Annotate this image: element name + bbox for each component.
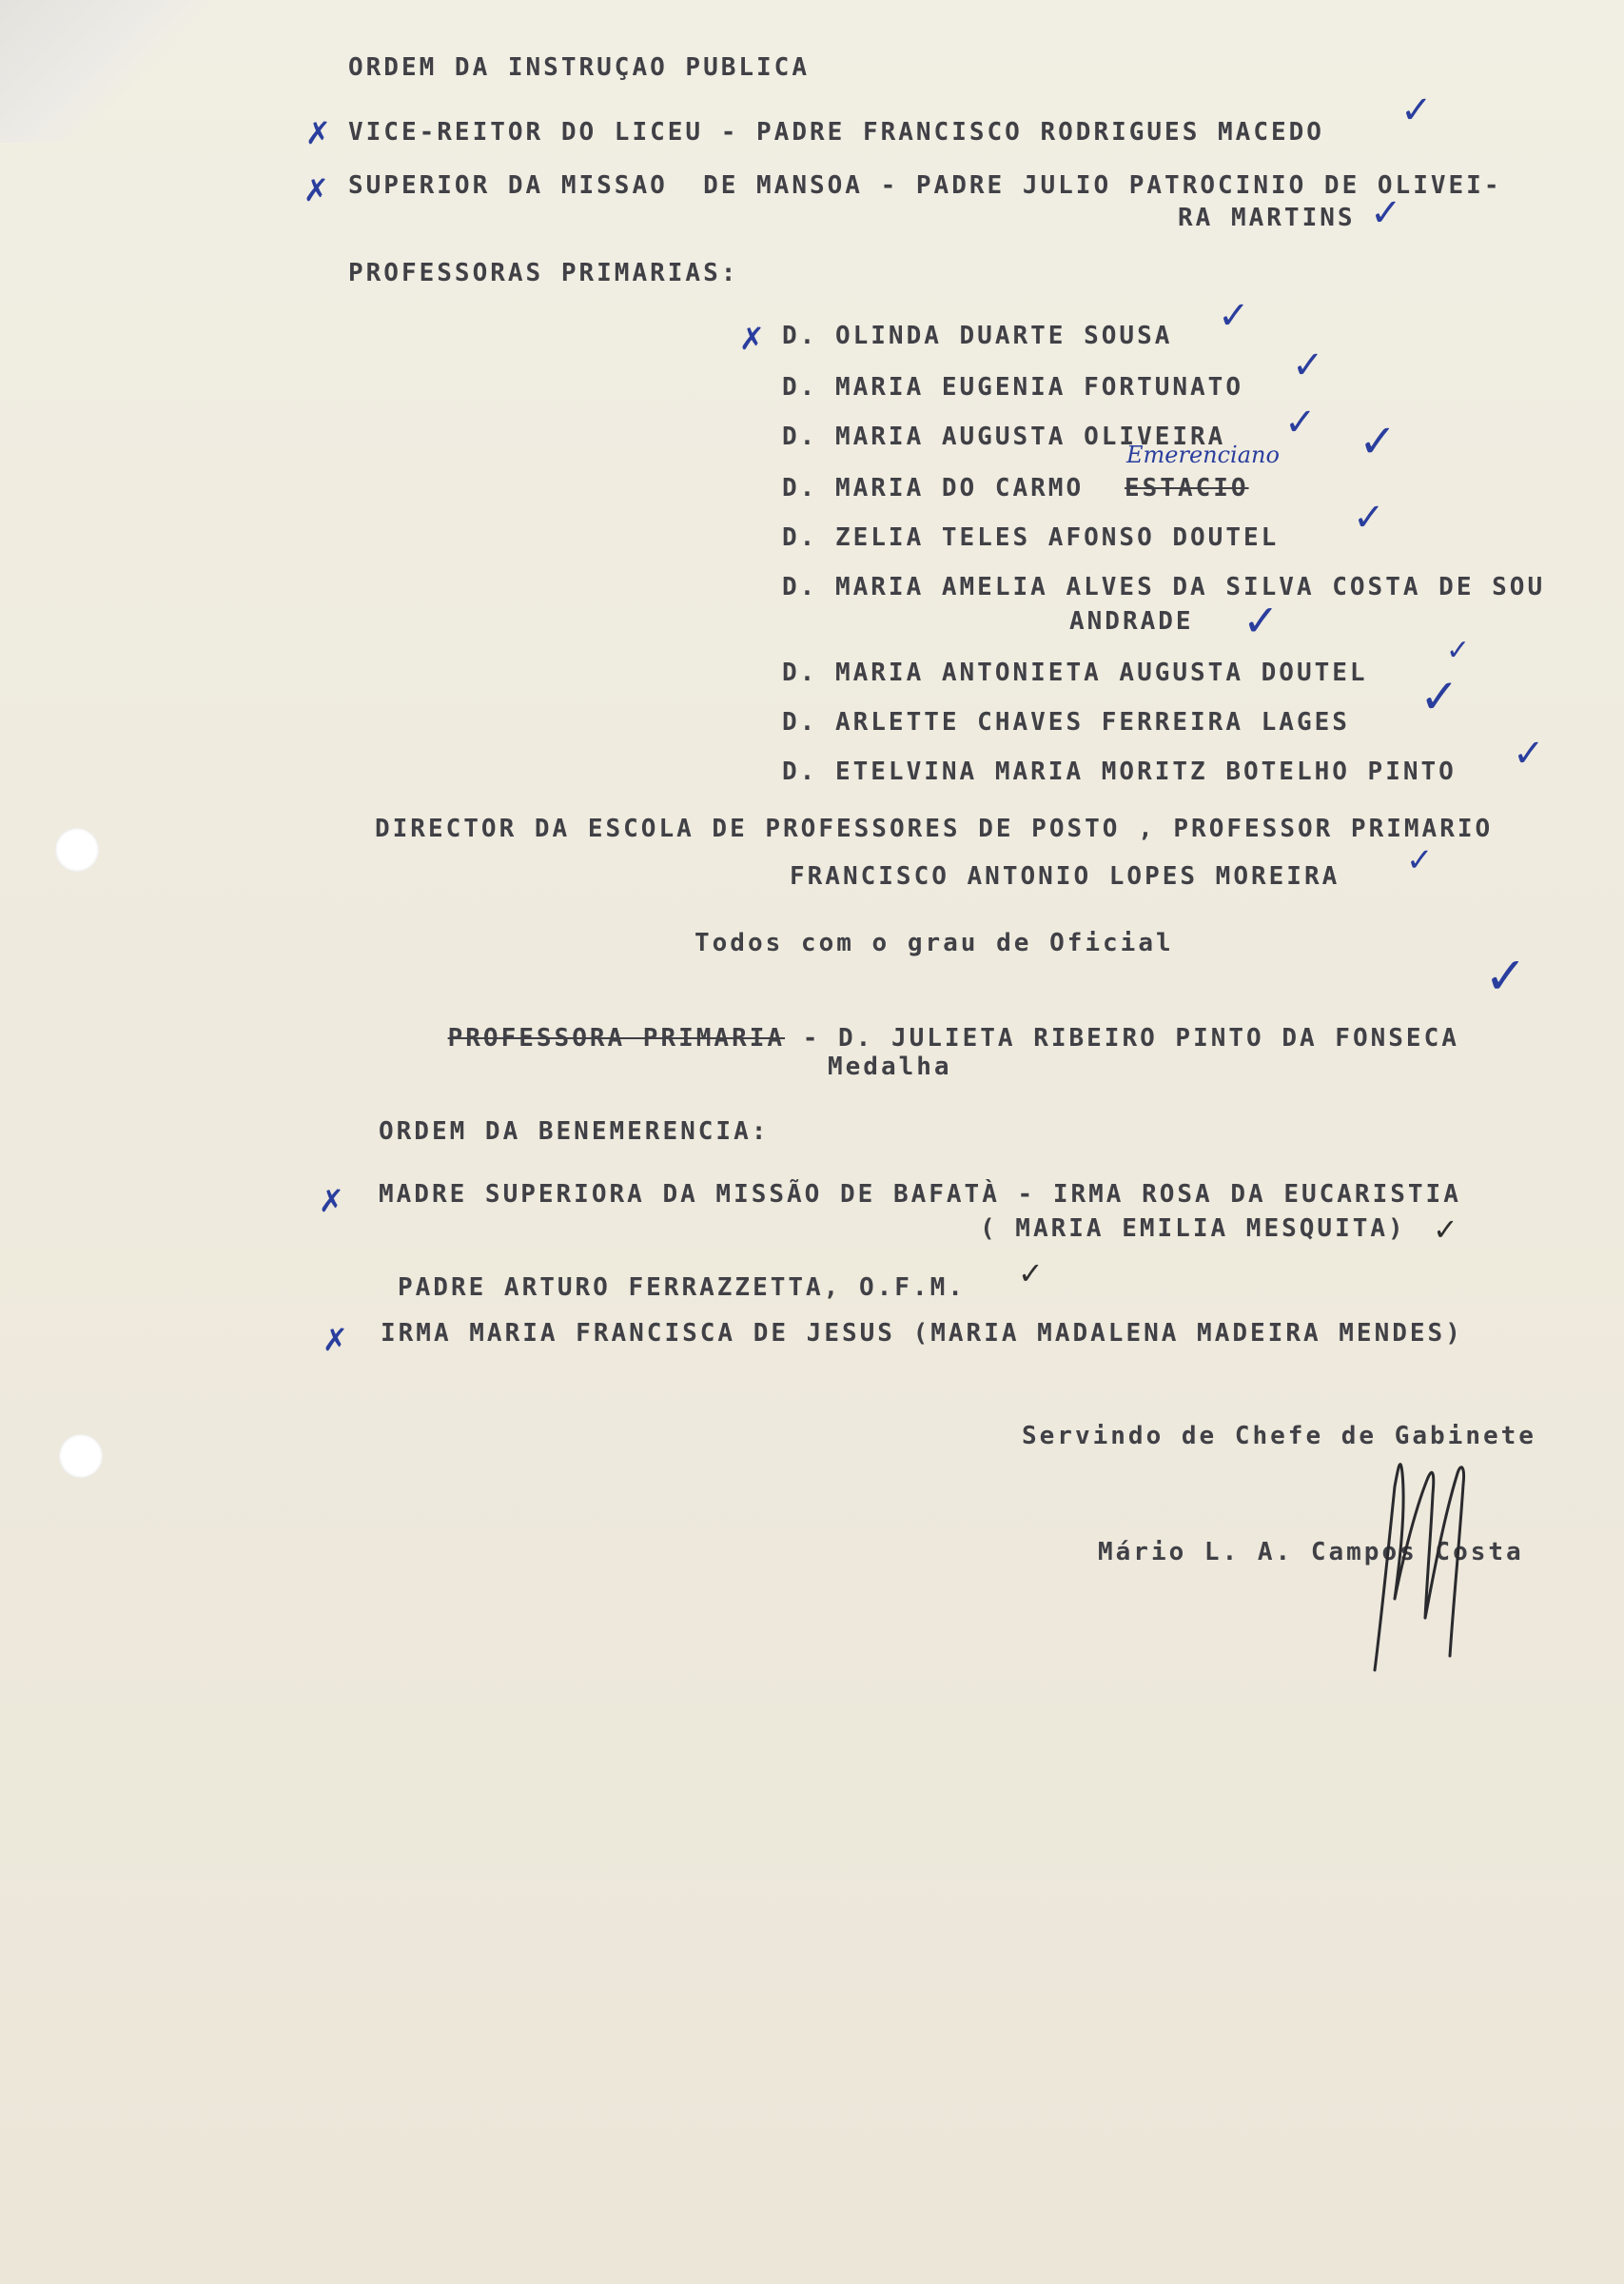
cross-mark-icon: ✗ — [323, 1316, 347, 1360]
check-mark-icon: ✓ — [1370, 191, 1402, 235]
beneficencia-heading: ORDEM DA BENEMERENCIA: — [379, 1117, 770, 1146]
struck-title: PROFESSORA PRIMARIA — [447, 1024, 786, 1053]
check-mark-icon: ✓ — [1513, 732, 1545, 776]
madre-line1: MADRE SUPERIORA DA MISSÃO DE BAFATÀ - IRMA ROSA DA EUCARISTIA — [379, 1180, 1461, 1209]
teacher-arlette: D. ARLETTE CHAVES FERREIRA LAGES — [782, 708, 1350, 737]
teacher-maria-eugenia: D. MARIA EUGENIA FORTUNATO — [782, 373, 1243, 402]
cross-mark-icon: ✗ — [306, 109, 330, 153]
cross-mark-icon: ✗ — [320, 1177, 343, 1221]
check-mark-icon: ✓ — [1484, 946, 1528, 1006]
director-line2: FRANCISCO ANTONIO LOPES MOREIRA — [790, 862, 1340, 891]
professoras-heading: PROFESSORAS PRIMARIAS: — [348, 259, 739, 287]
check-mark-icon: ✓ — [1018, 1255, 1044, 1291]
check-mark-icon: ✓ — [1446, 634, 1471, 667]
teacher-maria-do-carmo: D. MARIA DO CARMO — [782, 474, 1085, 502]
julieta-name: - D. JULIETA RIBEIRO PINTO DA FONSECA — [785, 1024, 1459, 1053]
teacher-etelvina: D. ETELVINA MARIA MORITZ BOTELHO PINTO — [782, 758, 1457, 786]
director-line1: DIRECTOR DA ESCOLA DE PROFESSORES DE POSTO , PROFESSOR PRIMARIO — [375, 815, 1494, 843]
oficial-note: Todos com o grau de Oficial — [695, 929, 1174, 957]
signoff-role: Servindo de Chefe de Gabinete — [1022, 1422, 1536, 1450]
header-title: ORDEM DA INSTRUÇAO PUBLICA — [348, 53, 810, 82]
torn-corner — [0, 0, 219, 143]
madre-line2: ( MARIA EMILIA MESQUITA) — [980, 1214, 1406, 1243]
handwritten-correction: Emerenciano — [1126, 442, 1280, 468]
check-mark-icon: ✓ — [1292, 344, 1324, 387]
teacher-maria-amelia-cont: ANDRADE — [1069, 607, 1194, 636]
check-mark-icon: ✓ — [1433, 1211, 1458, 1248]
teacher-zelia: D. ZELIA TELES AFONSO DOUTEL — [782, 523, 1280, 552]
entry-superior-line2: RA MARTINS — [1178, 204, 1356, 232]
struck-surname-estacio: ESTACIO — [1125, 474, 1249, 502]
punch-hole-top — [55, 828, 99, 872]
cross-mark-icon: ✗ — [304, 167, 328, 210]
handwritten-signature — [1332, 1428, 1503, 1675]
check-mark-icon: ✓ — [1242, 595, 1280, 646]
medalha-label: Medalha — [828, 1053, 952, 1081]
irma-maria: IRMA MARIA FRANCISCA DE JESUS (MARIA MADALENA MADEIRA MENDES) — [381, 1319, 1463, 1348]
teacher-maria-amelia: D. MARIA AMELIA ALVES DA SILVA COSTA DE SOU — [782, 573, 1546, 601]
teacher-olinda: D. OLINDA DUARTE SOUSA — [782, 322, 1173, 350]
padre-arturo: PADRE ARTURO FERRAZZETTA, O.F.M. — [398, 1273, 966, 1302]
check-mark-icon: ✓ — [1419, 669, 1459, 724]
check-mark-icon: ✓ — [1359, 415, 1398, 468]
check-mark-icon: ✓ — [1353, 496, 1385, 540]
check-mark-icon: ✓ — [1400, 89, 1433, 132]
entry-superior-line1: SUPERIOR DA MISSAO DE MANSOA - PADRE JULIO PATROCINIO DE OLIVEI- — [348, 171, 1502, 200]
check-mark-icon: ✓ — [1284, 401, 1317, 444]
check-mark-icon: ✓ — [1218, 294, 1250, 338]
cross-mark-icon: ✗ — [740, 315, 764, 359]
teacher-maria-augusta: D. MARIA AUGUSTA OLIVEIRA — [782, 423, 1226, 451]
entry-vice-reitor: VICE-REITOR DO LICEU - PADRE FRANCISCO RODRIGUES MACEDO — [348, 118, 1324, 147]
check-mark-icon: ✓ — [1406, 841, 1434, 879]
punch-hole-bottom — [59, 1434, 103, 1478]
teacher-maria-antonieta: D. MARIA ANTONIETA AUGUSTA DOUTEL — [782, 659, 1368, 687]
signoff-name: Mário L. A. Campos Costa — [1098, 1538, 1524, 1566]
